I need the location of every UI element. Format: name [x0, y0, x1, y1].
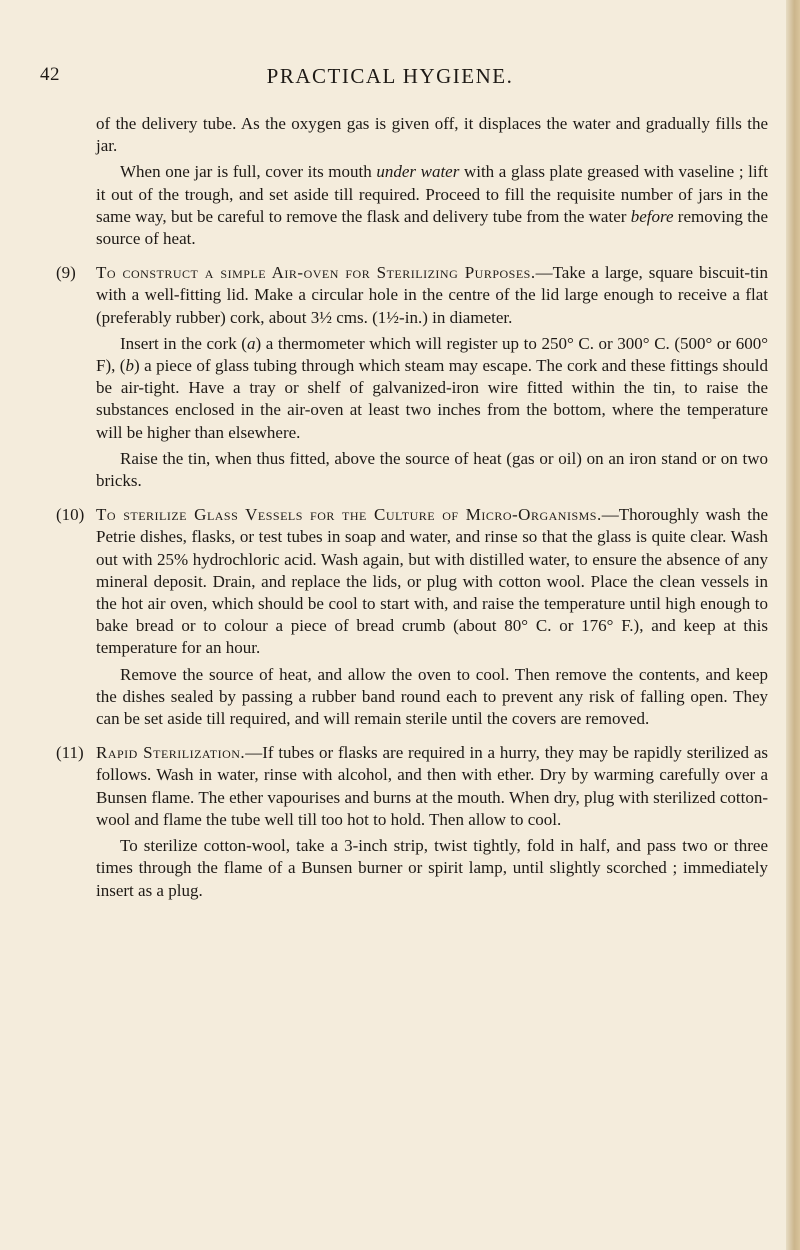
- item-number: (9): [56, 263, 76, 283]
- item-paragraph: Insert in the cork (a) a thermometer which will register up to 250° C. or 300° C. (500° or 600° F), (b) a piece of glass tubing through which steam may escape. The cork and these fittings should be air-tight. Have a tray or shelf of galvanized-iron wire fitted within the tin, to raise the substances enclosed in the air-oven at least two inches from the bottom, where the temperature will be higher than elsewhere.: [96, 333, 769, 442]
- item-heading: To construct a simple Air-oven for Sterilizing Purposes.: [96, 263, 536, 283]
- item-9: [56, 262, 769, 492]
- page-header: [40, 64, 760, 92]
- item-paragraph: To sterilize Glass Vessels for the Culture of Micro-Organisms.—Thoroughly wash the Petrie dishes, flasks, or test tubes in soap and water, and rinse so that the glass is quite clear. Wash out with 25% hydrochloric acid. Wash again, but with distilled water, to ensure the absence of any mineral deposit. Drain, and replace the lids, or plug with cotton wool. Place the clean vessels in the hot air oven, which should be cool to start with, and raise the temperature until high enough to bake bread or to colour a piece of bread crumb (about 80° C. or 176° F.), and keep at this temperature for an hour.: [96, 505, 768, 658]
- item-paragraph: Remove the source of heat, and allow the oven to cool. Then remove the contents, and keep the dishes sealed by passing a rubber band round each to prevent any risk of falling open. They can be set aside till required, and will remain sterile until the covers are removed.: [96, 664, 768, 729]
- item-11: [56, 742, 769, 901]
- item-number: (11): [56, 743, 84, 763]
- item-10: [56, 504, 768, 730]
- item-paragraph: To construct a simple Air-oven for Sterilizing Purposes.—Take a large, square biscuit-tin with a well-fitting lid. Make a circular hole in the centre of the lid large enough to receive a flat (preferably rubber) cork, about 3½ cms. (1½-in.) in diameter.: [96, 263, 768, 327]
- item-heading: To sterilize Glass Vessels for the Culture of Micro-Organisms.: [96, 505, 602, 525]
- page-number: 42: [40, 64, 60, 85]
- item-number: (10): [56, 505, 85, 525]
- item-paragraph: Raise the tin, when thus fitted, above the source of heat (gas or oil) on an iron stand or on two bricks.: [96, 448, 768, 491]
- item-heading: Rapid Sterilization.: [96, 743, 246, 763]
- intro-paragraph-2: When one jar is full, cover its mouth under water with a glass plate greased with vaseline ; lift it out of the trough, and set aside till required. Proceed to fill the requisite number of jars in the same way, but be careful to remove the flask and delivery tube from the water before removing the source of heat.: [96, 162, 768, 249]
- running-title: PRACTICAL HYGIENE.: [266, 64, 514, 88]
- body-text: [56, 113, 769, 902]
- intro-paragraph-1: of the delivery tube. As the oxygen gas is given off, it displaces the water and gradually fills the jar.: [96, 114, 768, 156]
- item-paragraph: To sterilize cotton-wool, take a 3-inch strip, twist tightly, fold in half, and pass two or three times through the flame of a Bunsen burner or spirit lamp, until slightly scorched ; immediately insert as a plug.: [96, 836, 768, 900]
- page-edge: [786, 0, 800, 1250]
- item-paragraph: Rapid Sterilization.—If tubes or flasks are required in a hurry, they may be rapidly sterilized as follows. Wash in water, rinse with alcohol, and then with ether. Dry by warming carefully over a Bunsen flame. The ether vapourises and burns at the mouth. When dry, plug with sterilized cotton-wool and flame the tube well till too hot to hold. Then allow to cool.: [96, 743, 769, 829]
